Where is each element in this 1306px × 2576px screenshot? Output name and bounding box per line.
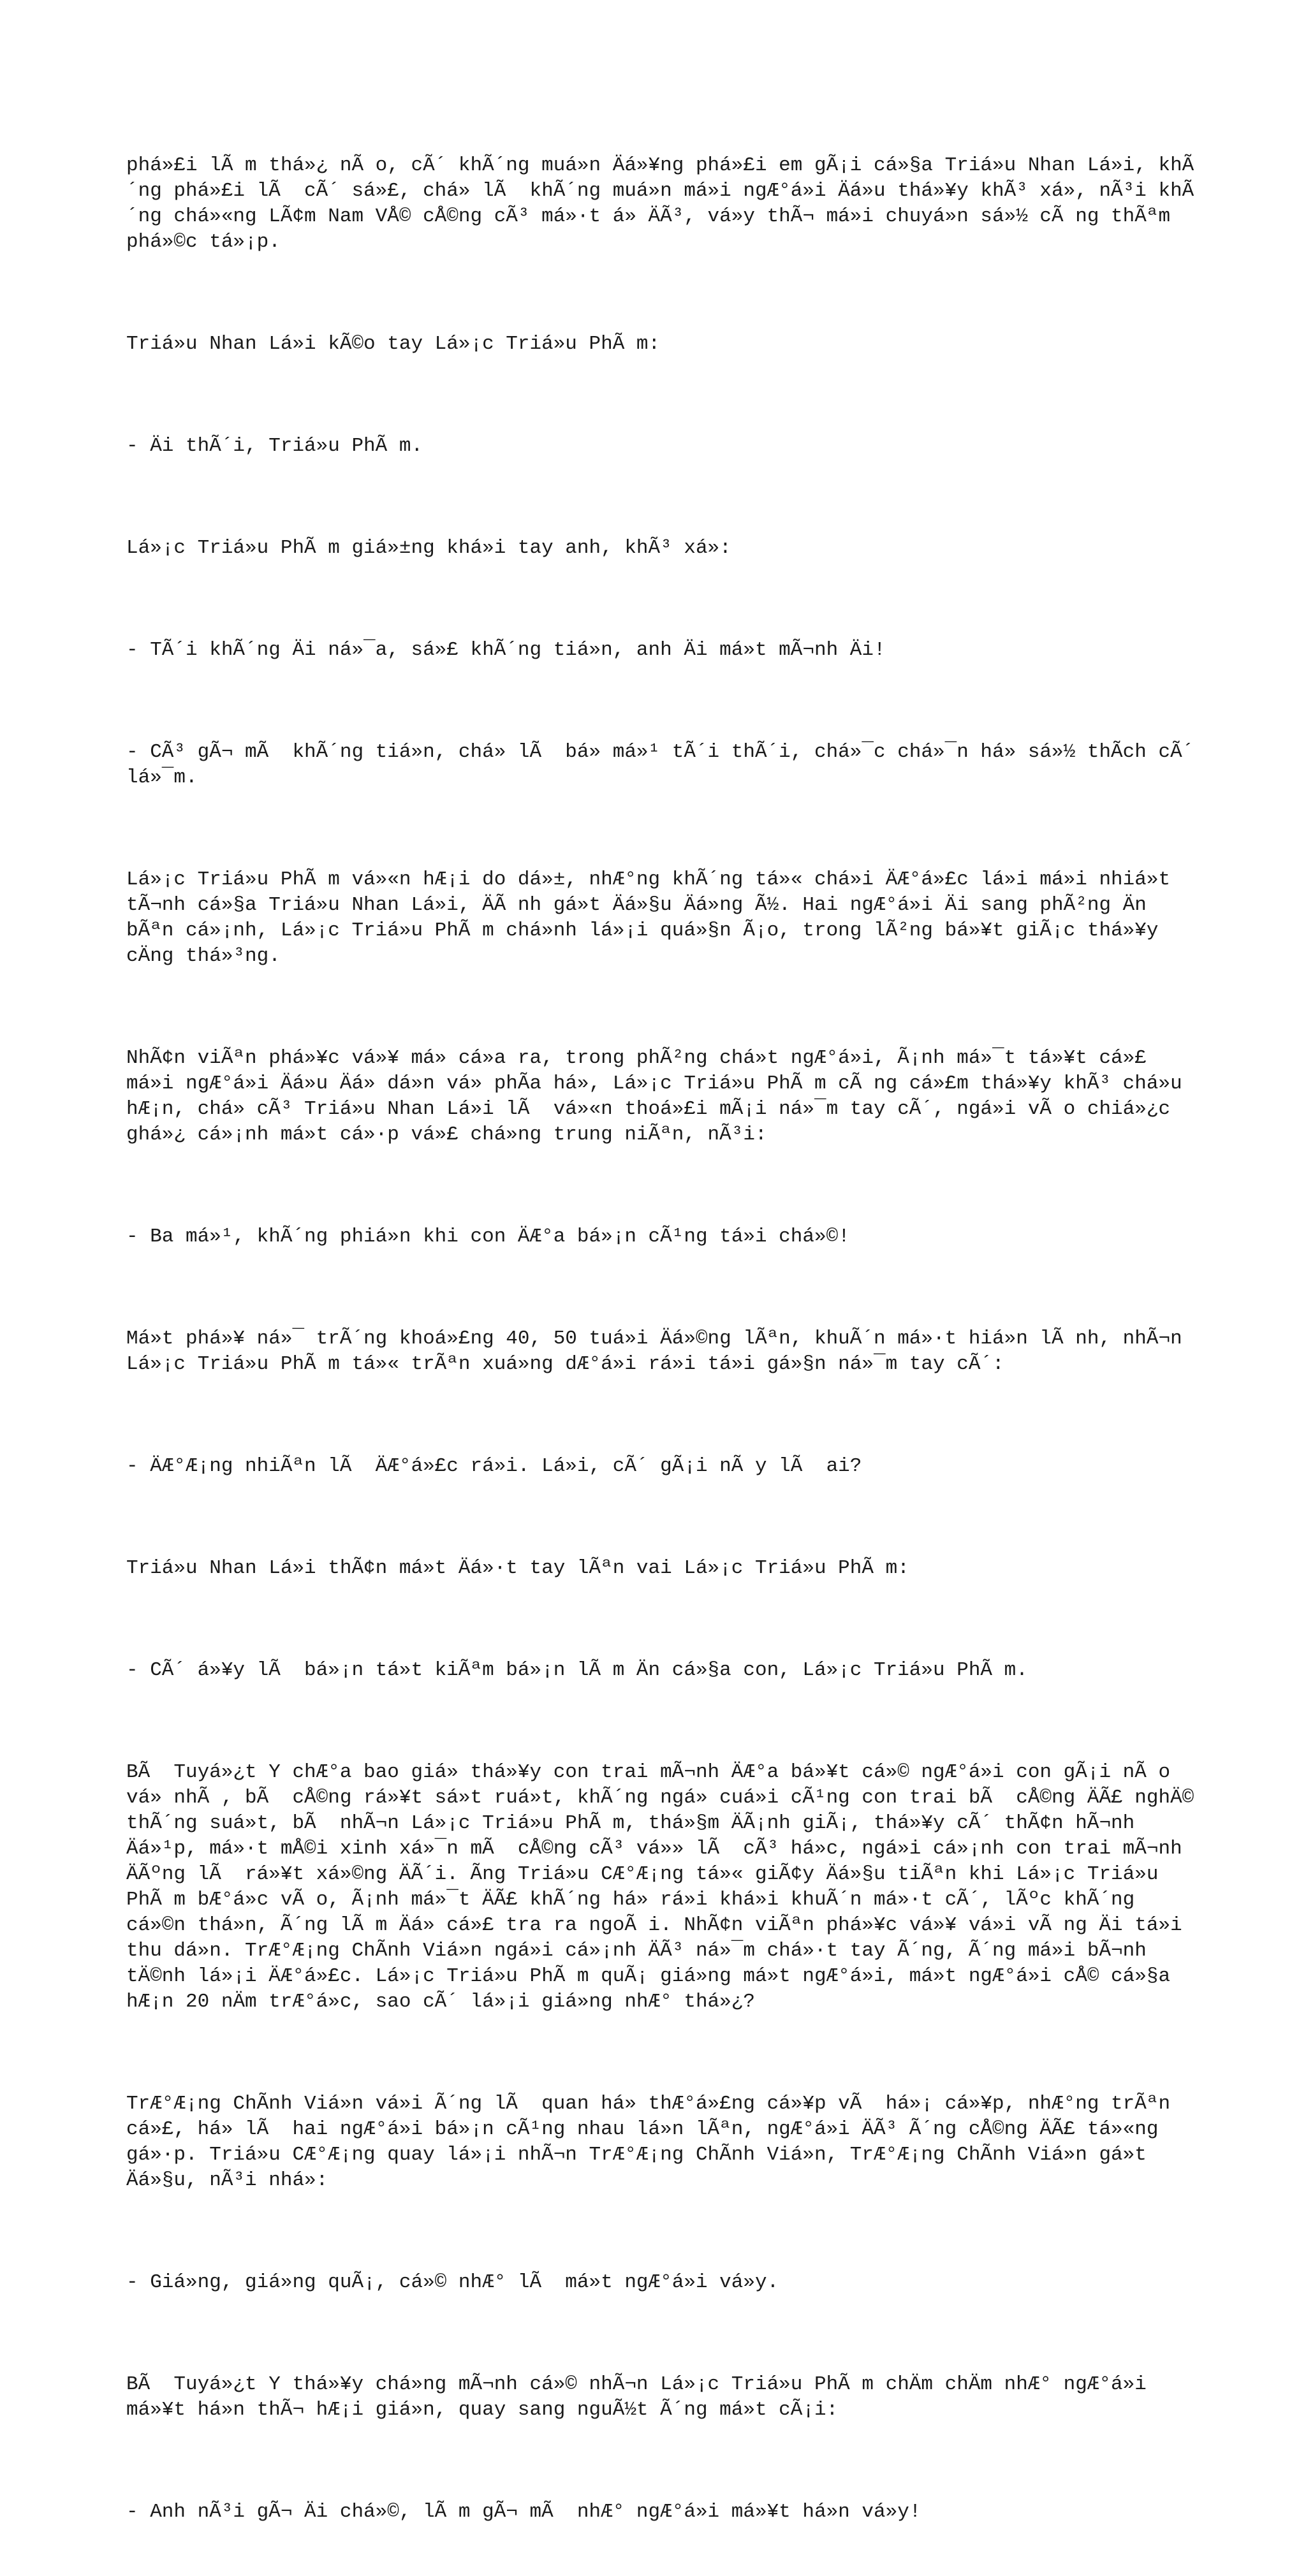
paragraph-17: BÃ Tuyá»¿t Y thá»¥y chá»ng mÃ¬nh cá»© nhÃ¬n Lá»¡c Triá»u PhÃ m chÄm chÄm nhÆ° ngÆ°á»i má»¥t há»n thÃ¬ hÆ¡i giá»n, quay sang nguÃ½t Ã´ng má»t cÃ¡i: — [126, 2373, 1159, 2421]
document-page — [126, 102, 1206, 2576]
paragraph-7: Lá»¡c Triá»u PhÃ m vá»«n hÆ¡i do dá»±, nhÆ°ng khÃ´ng tá»« chá»i ÄÆ°á»£c lá»i má»i nhiá»t tÃ¬nh cá»§a Triá»u Nhan Lá»i, ÄÃ nh gá»t Äá»§u Äá»ng Ã½. Hai ngÆ°á»i Äi sang phÃ²ng Än bÃªn cá»¡nh, Lá»¡c Triá»u PhÃ m chá»nh lá»¡i quá»§n Ã¡o, trong lÃ²ng bá»¥t giÃ¡c thá»¥y cÄng thá»³ng. — [126, 868, 1182, 967]
paragraph-10: Má»t phá»¥ ná»¯ trÃ´ng khoá»£ng 40, 50 tuá»i Äá»©ng lÃªn, khuÃ´n má»·t hiá»n lÃ nh, nhÃ¬n Lá»¡c Triá»u PhÃ m tá»« trÃªn xuá»ng dÆ°á»i rá»i tá»i gá»§n ná»¯m tay cÃ´: — [126, 1328, 1194, 1375]
paragraph-5: - TÃ´i khÃ´ng Äi ná»¯a, sá»£ khÃ´ng tiá»n, anh Äi má»t mÃ¬nh Äi! — [126, 639, 886, 661]
paragraph-12: Triá»u Nhan Lá»i thÃ¢n má»t Äá»·t tay lÃªn vai Lá»¡c Triá»u PhÃ m: — [126, 1557, 909, 1579]
paragraph-15: TrÆ°Æ¡ng ChÃnh Viá»n vá»i Ã´ng lÃ quan há» thÆ°á»£ng cá»¥p vÃ há»¡ cá»¥p, nhÆ°ng trÃªn cá»£, há» lÃ hai ngÆ°á»i bá»¡n cÃ¹ng nhau lá»n lÃªn, ngÆ°á»i ÄÃ³ Ã´ng cÅ©ng ÄÃ£ tá»«ng gá»·p. Triá»u CÆ°Æ¡ng quay lá»¡i nhÃ¬n TrÆ°Æ¡ng ChÃnh Viá»n, TrÆ°Æ¡ng ChÃnh Viá»n gá»t Äá»§u, nÃ³i nhá»: — [126, 2093, 1182, 2192]
paragraph-1: phá»£i lÃ m thá»¿ nÃ o, cÃ´ khÃ´ng muá»n Äá»¥ng phá»£i em gÃ¡i cá»§a Triá»u Nhan Lá»i, khÃ´ng phá»£i lÃ cÃ´ sá»£, chá» lÃ khÃ´ng muá»n má»i ngÆ°á»i Äá»u thá»¥y khÃ³ xá», nÃ³i khÃ´ng chá»«ng LÃ¢m Nam VÅ© cÅ©ng cÃ³ má»·t á» ÄÃ³, vá»y thÃ¬ má»i chuyá»n sá»½ cÃ ng thÃªm phá»©c tá»¡p. — [126, 154, 1194, 253]
paragraph-13: - CÃ´ á»¥y lÃ bá»¡n tá»t kiÃªm bá»¡n lÃ m Än cá»§a con, Lá»¡c Triá»u PhÃ m. — [126, 1659, 1028, 1681]
paragraph-8: NhÃ¢n viÃªn phá»¥c vá»¥ má» cá»a ra, trong phÃ²ng chá»t ngÆ°á»i, Ã¡nh má»¯t tá»¥t cá»£ má»i ngÆ°á»i Äá»u Äá» dá»n vá» phÃa há», Lá»¡c Triá»u PhÃ m cÃ ng cá»£m thá»¥y khÃ³ chá»u hÆ¡n, chá» cÃ³ Triá»u Nhan Lá»i lÃ vá»«n thoá»£i mÃ¡i ná»¯m tay cÃ´, ngá»i vÃ o chiá»¿c ghá»¿ cá»¡nh má»t cá»·p vá»£ chá»ng trung niÃªn, nÃ³i: — [126, 1047, 1194, 1146]
paragraph-14: BÃ Tuyá»¿t Y chÆ°a bao giá» thá»¥y con trai mÃ¬nh ÄÆ°a bá»¥t cá»© ngÆ°á»i con gÃ¡i nÃ o vá» nhÃ , bÃ cÅ©ng rá»¥t sá»t ruá»t, khÃ´ng ngá» cuá»i cÃ¹ng con trai bÃ cÅ©ng ÄÃ£ nghÄ© thÃ´ng suá»t, bÃ nhÃ¬n Lá»¡c Triá»u PhÃ m, thá»§m ÄÃ¡nh giÃ¡, thá»¥y cÃ´ thÃ¢n hÃ¬nh Äá»¹p, má»·t mÅ©i xinh xá»¯n mÃ cÅ©ng cÃ³ vá»» lÃ cÃ³ há»c, ngá»i cá»¡nh con trai mÃ¬nh ÄÃºng lÃ rá»¥t xá»©ng ÄÃ´i. Ãng Triá»u CÆ°Æ¡ng tá»« giÃ¢y Äá»§u tiÃªn khi Lá»¡c Triá»u PhÃ m bÆ°á»c vÃ o, Ã¡nh má»¯t ÄÃ£ khÃ´ng há» rá»i khá»i khuÃ´n má»·t cÃ´, lÃºc khÃ´ng cá»©n thá»n, Ã´ng lÃ m Äá» cá»£ tra ra ngoÃ i. NhÃ¢n viÃªn phá»¥c vá»¥ vá»i vÃ ng Äi tá»i thu dá»n. TrÆ°Æ¡ng ChÃnh Viá»n ngá»i cá»¡nh ÄÃ³ ná»¯m chá»·t tay Ã´ng, Ã´ng má»i bÃ¬nh tÄ©nh lá»¡i ÄÆ°á»£c. Lá»¡c Triá»u PhÃ m quÃ¡ giá»ng má»t ngÆ°á»i, má»t ngÆ°á»i cÅ© cá»§a hÆ¡n 20 nÄm trÆ°á»c, sao cÃ´ lá»¡i giá»ng nhÆ° thá»¿? — [126, 1761, 1206, 2013]
paragraph-2: Triá»u Nhan Lá»i kÃ©o tay Lá»¡c Triá»u PhÃ m: — [126, 333, 661, 355]
paragraph-18: - Anh nÃ³i gÃ¬ Äi chá»©, lÃ m gÃ¬ mÃ nhÆ° ngÆ°á»i má»¥t há»n vá»y! — [126, 2501, 921, 2523]
paragraph-4: Lá»¡c Triá»u PhÃ m giá»±ng khá»i tay anh, khÃ³ xá»: — [126, 537, 731, 559]
paragraph-6: - CÃ³ gÃ¬ mÃ khÃ´ng tiá»n, chá» lÃ bá» má»¹ tÃ´i thÃ´i, chá»¯c chá»¯n há» sá»½ thÃch cÃ´ lá»¯m. — [126, 741, 1206, 789]
paragraph-16: - Giá»ng, giá»ng quÃ¡, cá»© nhÆ° lÃ má»t ngÆ°á»i vá»y. — [126, 2271, 779, 2294]
paragraph-11: - ÄÆ°Æ¡ng nhiÃªn lÃ ÄÆ°á»£c rá»i. Lá»i, cÃ´ gÃ¡i nÃ y lÃ ai? — [126, 1455, 862, 1477]
paragraph-9: - Ba má»¹, khÃ´ng phiá»n khi con ÄÆ°a bá»¡n cÃ¹ng tá»i chá»©! — [126, 1226, 850, 1248]
paragraph-3: - Äi thÃ´i, Triá»u PhÃ m. — [126, 435, 423, 457]
